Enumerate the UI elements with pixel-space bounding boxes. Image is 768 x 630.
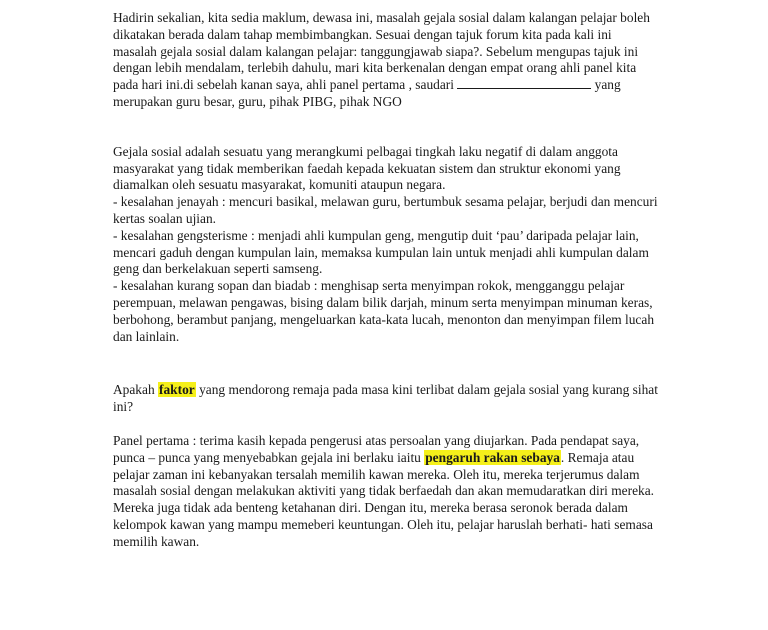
document-page: [113, 10, 658, 551]
list-item-jenayah: - kesalahan jenayah : mencuri basikal, melawan guru, bertumbuk sesama pelajar, berjudi dan mencuri kertas soalan ujian.: [113, 194, 658, 226]
list-item-gengsterisme: - kesalahan gengsterisme : menjadi ahli kumpulan geng, mengutip duit ‘pau’ daripada pelajar lain, mencari gaduh dengan kumpulan lain, memaksa kumpulan lain untuk menjadi ahli kumpulan dalam geng dan berkelakuan seperti samseng.: [113, 227, 649, 277]
name-blank-line: [457, 77, 591, 89]
question-text-continued: yang mendorong remaja pada masa kini terlibat dalam gejala sosial yang kurang sihat ini?: [113, 382, 658, 415]
question-text: Apakah: [113, 382, 155, 398]
answer-paragraph: [113, 433, 658, 551]
intro-paragraph: [113, 10, 658, 111]
paragraph-spacer: [113, 111, 658, 144]
intro-text: Hadirin sekalian, kita sedia maklum, dewasa ini, masalah gejala sosial dalam kalangan pelajar boleh dikatakan berada dalam tahap membimbangkan. Sesuai dengan tajuk forum kita pada kali ini masalah gejala sosial dalam kalangan pelajar: tanggungjawab siapa?. Sebelum mengupas tajuk ini dengan lebih mendalam, terlebih dahulu, mari kita berkenalan dengan empat orang ahli panel kita pada hari ini.di sebelah kanan saya, ahli panel pertama , saudari: [113, 10, 650, 93]
highlighted-phrase: pengaruh rakan sebaya: [425, 449, 560, 465]
paragraph-spacer: [113, 345, 658, 382]
highlighted-keyword: faktor: [159, 382, 195, 398]
intro-text-continued: yang merupakan guru besar, guru, pihak PIBG, pihak NGO: [113, 77, 621, 109]
question-paragraph: [113, 382, 658, 416]
answer-text-continued: . Remaja atau pelajar zaman ini kebanyakan tersalah memilih kawan mereka. Oleh itu, mereka terjerumus dalam masalah sosial dengan melakukan aktiviti yang tidak berfaedah dan akan memudaratkan diri mereka. Mereka juga tidak ada benteng ketahanan diri. Dengan itu, mereka berasa seronok berada dalam kelompok kawan yang mampu memeberi keuntungan. Oleh itu, pelajar haruslah berhati- hati semasa memilih kawan.: [113, 449, 654, 549]
definition-paragraph: Gejala sosial adalah sesuatu yang merangkumi pelbagai tingkah laku negatif di dalam anggota masyarakat yang tidak memberikan faedah kepada kekuatan sistem dan struktur ekonomi yang diamalkan oleh sesuatu masyarakat, komuniti ataupun negara.: [113, 143, 621, 193]
paragraph-spacer: [113, 416, 658, 433]
definition-section: [113, 144, 658, 346]
list-item-kurang-sopan: - kesalahan kurang sopan dan biadab : menghisap serta menyimpan rokok, mengganggu pelajar perempuan, melawan pengawas, bising dalam bilik darjah, minum serta menyimpan minuman keras, berbohong, berambut panjang, mengeluarkan kata-kata lucah, menonton dan menyimpan filem lucah dan lainlain.: [113, 278, 655, 344]
answer-text: Panel pertama : terima kasih kepada pengerusi atas persoalan yang diujarkan. Pada pendapat saya, punca – punca yang menyebabkan gejala ini berlaku iaitu: [113, 432, 640, 465]
